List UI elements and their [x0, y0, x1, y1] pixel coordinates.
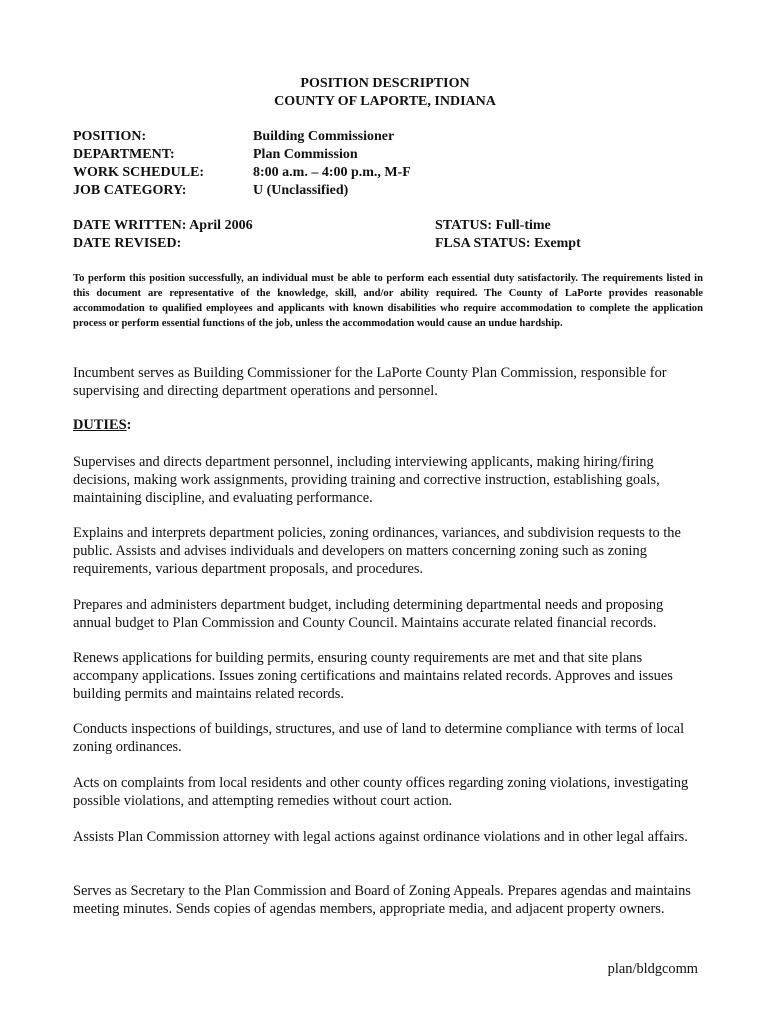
duty-paragraph: Supervises and directs department personnel, including interviewing applicants, making hiring/firing decisions, making work assignments, providing training and corrective instruction, establishing goals, maintaining discipline, and evaluating performance.: [73, 454, 660, 506]
work-schedule-label: WORK SCHEDULE:: [73, 165, 205, 180]
duty-paragraph: Prepares and administers department budget, including determining departmental needs and proposing annual budget to Plan Commission and County Council. Maintains accurate related financial records.: [73, 597, 664, 631]
duty-paragraph: Renews applications for building permits, ensuring county requirements are met and that site plans accompany applications. Issues zoning certifications and maintains related records. Approves and issues building permits and maintains related records.: [73, 650, 673, 702]
position-value: Building Commissioner: [253, 129, 395, 144]
duty-paragraph: Assists Plan Commission attorney with legal actions against ordinance violations and in other legal affairs.: [73, 829, 688, 845]
document-subtitle: COUNTY OF LAPORTE, INDIANA: [274, 94, 496, 109]
duties-heading-text: DUTIES: [73, 417, 127, 433]
document-title: POSITION DESCRIPTION: [300, 76, 470, 91]
department-value: Plan Commission: [253, 147, 358, 162]
department-label: DEPARTMENT:: [73, 147, 175, 162]
date-written: DATE WRITTEN: April 2006: [73, 218, 253, 233]
position-label: POSITION:: [73, 129, 147, 144]
status: STATUS: Full-time: [435, 218, 551, 233]
footer-file-code: plan/bldgcomm: [607, 961, 698, 977]
duty-paragraph: Acts on complaints from local residents and other county offices regarding zoning violations, investigating possible violations, and attempting remedies without court action.: [73, 775, 689, 809]
date-revised: DATE REVISED:: [73, 236, 182, 251]
duties-heading: [73, 417, 131, 434]
flsa-status: FLSA STATUS: Exempt: [435, 236, 581, 251]
job-category-label: JOB CATEGORY:: [73, 183, 187, 198]
duty-paragraph: Explains and interprets department policies, zoning ordinances, variances, and subdivision requests to the public. Assists and advises individuals and developers on matters concerning zoning such as zoning requirements, various department proposals, and procedures.: [73, 525, 681, 577]
duties-heading-colon: :: [126, 417, 132, 433]
duty-paragraph: Conducts inspections of buildings, structures, and use of land to determine compliance with terms of local zoning ordinances.: [73, 721, 685, 755]
summary-paragraph: Incumbent serves as Building Commissioner for the LaPorte County Plan Commission, responsible for supervising and directing department operations and personnel.: [73, 365, 667, 399]
duty-paragraph: Serves as Secretary to the Plan Commission and Board of Zoning Appeals. Prepares agendas and maintains meeting minutes. Sends copies of agendas members, appropriate media, and adjacent property owners.: [73, 883, 691, 917]
work-schedule-value: 8:00 a.m. – 4:00 p.m., M-F: [253, 165, 411, 180]
accommodation-notice: To perform this position successfully, an individual must be able to perform each essential duty satisfactorily. The requirements listed in this document are representative of the knowledge, skill, and/or ability required. The County of LaPorte provides reasonable accommodation to qualified employees and applicants with known disabilities who require accommodation to complete the application process or perform essential functions of the job, unless the accommodation would cause an undue hardship.: [73, 273, 703, 329]
job-category-value: U (Unclassified): [253, 183, 349, 198]
